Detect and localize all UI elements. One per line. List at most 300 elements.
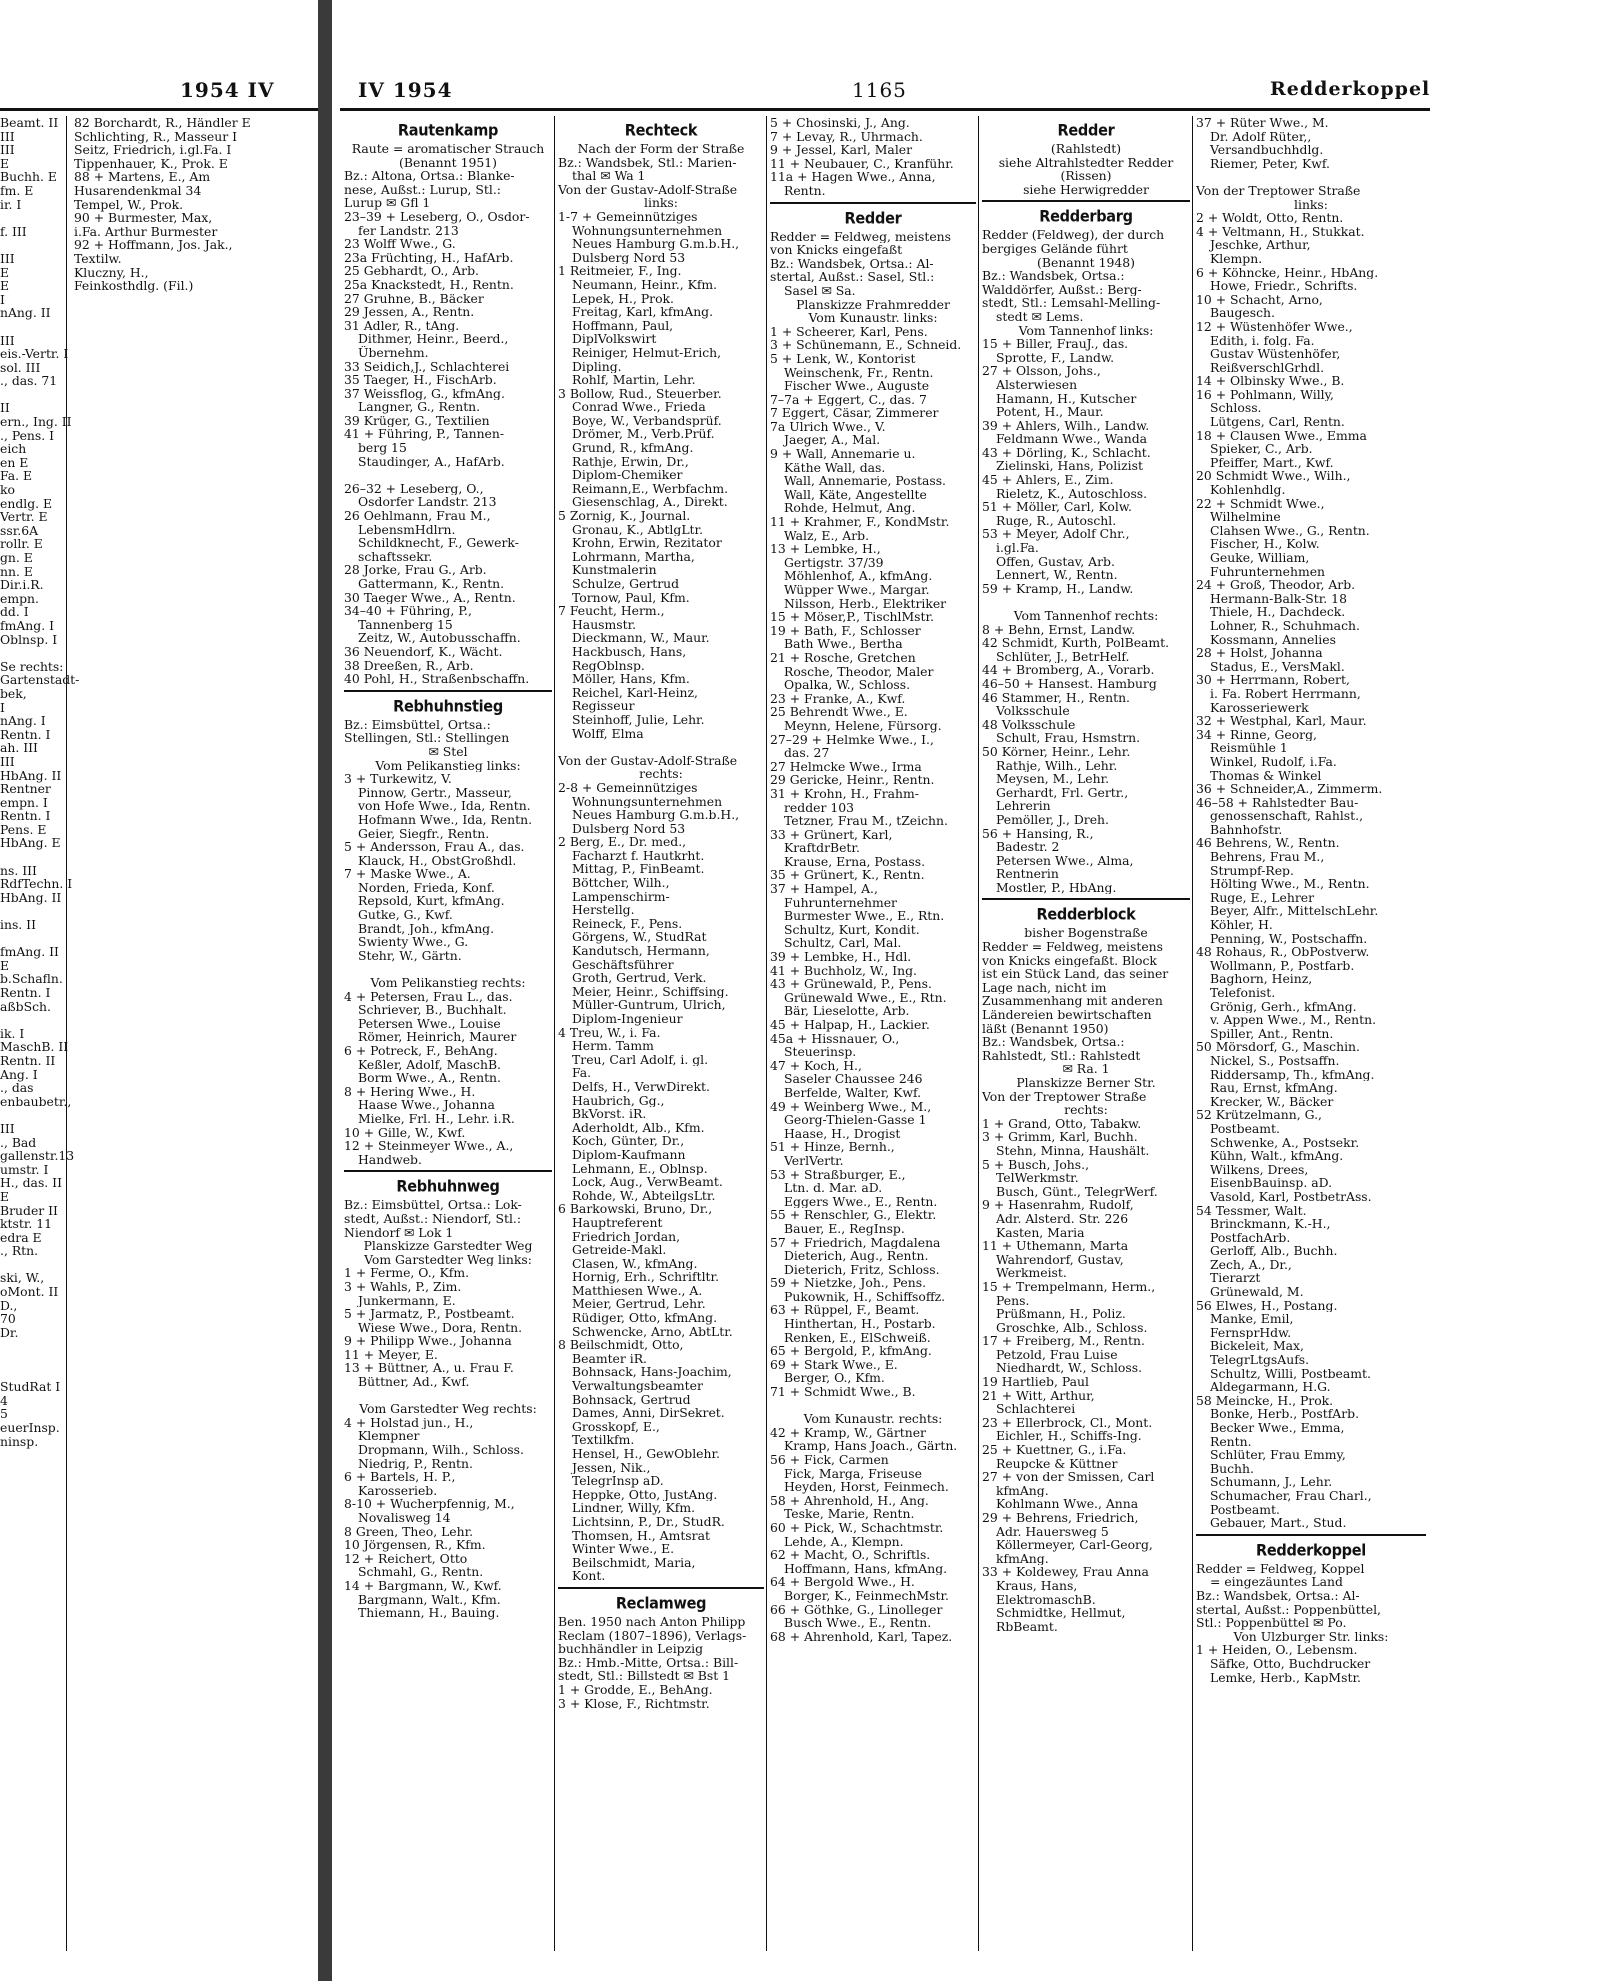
directory-entry: [344, 962, 552, 976]
directory-entry: Karosseriewerk: [1210, 700, 1309, 715]
directory-entry: Vom Garstedter Weg links:: [364, 1252, 532, 1267]
directory-entry: Repsold, Kurt, kfmAng.: [358, 894, 505, 909]
directory-entry: 30 Taeger Wwe., A., Rentn.: [344, 590, 516, 605]
fragment-line: f. III: [0, 223, 27, 239]
directory-entry: 58 Meincke, H., Prok.: [1196, 1393, 1334, 1408]
directory-entry: genossenschaft, Rahlst.,: [1210, 809, 1364, 823]
fragment-line: E: [0, 264, 10, 280]
fragment-line: ktstr. 11: [0, 1216, 53, 1232]
directory-entry: 45 + Ahlers, E., Zim.: [982, 473, 1114, 487]
directory-entry: Dieckmann, W., Maur.: [572, 631, 710, 645]
page-running-head: Redderkoppel: [1270, 78, 1431, 100]
column-rule-4: [1192, 116, 1193, 1951]
directory-entry: Matthiesen Wwe., A.: [572, 1283, 703, 1298]
directory-entry: Tierarzt: [1210, 1271, 1261, 1286]
directory-entry: Pens.: [996, 1293, 1030, 1308]
directory-entry: Becker Wwe., Emma,: [1210, 1421, 1345, 1435]
fragment-line: III: [0, 250, 15, 266]
directory-entry: 9 + Philipp Wwe., Johanna: [344, 1334, 512, 1348]
directory-entry: Rohlf, Martin, Lehr.: [572, 373, 696, 387]
directory-entry: 5 Zornig, K., Journal.: [558, 509, 691, 523]
directory-entry: Bz.: Wandsbek, Ortsa.: Al-: [770, 256, 934, 271]
directory-entry: Grünewald Wwe., E., Rtn.: [784, 990, 947, 1005]
directory-entry: Grünewald, M.: [1210, 1285, 1304, 1299]
fragment-line: b.Schafln.: [0, 971, 63, 987]
directory-entry: Wohnungsunternehmen: [572, 223, 723, 238]
directory-entry: Haubrich, Gg.,: [572, 1093, 665, 1108]
directory-entry: Lehmann, E., Oblnsp.: [572, 1161, 708, 1176]
directory-entry: 65 + Bergold, P., kfmAng.: [770, 1344, 932, 1358]
directory-entry: Conrad Wwe., Frieda: [572, 400, 706, 414]
fragment-line: 5: [0, 1406, 8, 1422]
directory-entry: von Knicks eingefaßt: [770, 243, 903, 257]
directory-entry: 59 + Nietzke, Joh., Pens.: [770, 1276, 927, 1290]
directory-entry: Bz.: Eimsbüttel, Ortsa.: Lok-: [344, 1198, 522, 1212]
directory-entry: Renken, E., ElSchweiß.: [784, 1330, 931, 1345]
directory-entry: TelWerkmstr.: [996, 1171, 1079, 1185]
directory-entry: Büttner, Ad., Kwf.: [358, 1375, 470, 1389]
fragment-line: Fa. E: [0, 468, 33, 484]
directory-entry: 7 Feucht, Herm.,: [558, 604, 665, 618]
directory-entry: 7 + Levay, R., Uhrmach.: [770, 129, 923, 144]
directory-entry: Drömer, M., Verb.Prüf.: [572, 427, 715, 442]
directory-entry: Reclam (1807–1896), Verlags-: [558, 1628, 747, 1643]
directory-entry: Lehrerin: [996, 799, 1051, 813]
directory-entry: Lemke, Herb., KapMstr.: [1210, 1670, 1361, 1685]
fragment-line: Beamt. II: [0, 115, 59, 130]
directory-entry: Schult, Frau, Hsmstrn.: [996, 731, 1141, 745]
section-divider: [558, 1587, 764, 1589]
directory-entry: Rathje, Wilh., Lehr.: [996, 758, 1118, 773]
directory-entry: 13 + Büttner, A., u. Frau F.: [344, 1361, 514, 1376]
directory-entry: 17 + Freiberg, M., Rentn.: [982, 1334, 1145, 1348]
directory-entry: Koch, Günter, Dr.,: [572, 1134, 685, 1148]
right-page-body: [340, 0, 1430, 1981]
fragment-line: III: [0, 332, 15, 348]
directory-entry: Hornig, Erh., Schriftltr.: [572, 1270, 720, 1284]
directory-entry: 28 + Holst, Johanna: [1196, 646, 1323, 660]
directory-entry: LebensmHdlrn.: [358, 522, 456, 537]
directory-entry: Baugesch.: [1210, 306, 1275, 320]
directory-entry: Bauer, E., RegInsp.: [784, 1221, 905, 1236]
directory-entry: 37 Weissflog, G., kfmAng.: [344, 386, 505, 401]
directory-entry: [982, 595, 1190, 609]
directory-entry: 23 Wolff Wwe., G.: [344, 237, 456, 251]
directory-entry: Junkermann, E.: [358, 1293, 456, 1308]
directory-entry: Postbeamt.: [1210, 1502, 1280, 1517]
fragment-line: Gartenstadt-: [0, 672, 80, 688]
directory-entry: stertal, Außst.: Poppenbüttel,: [1196, 1602, 1381, 1617]
directory-entry: 34–40 + Führing, P.,: [344, 604, 472, 618]
directory-entry: Diplom-Chemiker: [572, 468, 683, 482]
directory-entry: Alsterwiesen: [996, 377, 1078, 392]
street-heading: Redderbarg: [1039, 208, 1133, 227]
fragment-line: ., Rtn.: [0, 1243, 39, 1259]
directory-entry: 23–39 + Leseberg, O., Osdor-: [344, 209, 530, 224]
directory-entry: 12 + Steinmeyer Wwe., A.,: [344, 1139, 514, 1153]
directory-entry: Reineck, F., Pens.: [572, 916, 683, 931]
directory-entry: Reismühle 1: [1210, 741, 1288, 755]
directory-entry: Fuhrunternehmen: [1210, 564, 1326, 579]
directory-entry: Wohnungsunternehmen: [572, 794, 723, 809]
directory-entry: Schlachterei: [996, 1402, 1076, 1416]
fragment-line: eich: [0, 441, 27, 457]
directory-entry: Dieterich, Fritz, Schloss.: [784, 1262, 940, 1277]
directory-entry: Kandutsch, Hermann,: [572, 944, 710, 958]
directory-entry: 88 + Martens, E., Am: [74, 169, 211, 185]
directory-entry: Clahsen Wwe., G., Rentn.: [1210, 523, 1370, 538]
directory-entry: Langner, G., Rentn.: [358, 400, 481, 414]
directory-entry: Nach der Form der Straße: [577, 142, 745, 156]
directory-entry: 10 Jörgensen, R., Kfm.: [344, 1538, 486, 1552]
directory-entry: 41 + Buchholz, W., Ing.: [770, 963, 917, 978]
fragment-line: Rentn. I: [0, 985, 51, 1000]
fragment-line: HbAng. II: [0, 889, 62, 905]
directory-entry: 66 + Göthke, G., Linolleger: [770, 1602, 943, 1617]
directory-entry: Neues Hamburg G.m.b.H.,: [572, 808, 740, 822]
street-heading: Rechteck: [624, 122, 698, 140]
directory-entry: Grund, R., kfmAng.: [572, 441, 694, 455]
directory-entry: Regisseur: [572, 699, 635, 713]
directory-entry: 8 + Behn, Ernst, Landw.: [982, 622, 1136, 637]
directory-entry: 27 Helmcke Wwe., Irma: [770, 759, 922, 774]
directory-entry: Schlüter, Frau Emmy,: [1210, 1448, 1346, 1462]
directory-entry: Spiller, Ant., Rentn.: [1210, 1026, 1334, 1041]
directory-entry: 25 Gebhardt, O., Arb.: [344, 264, 479, 278]
directory-entry: 49 + Weinberg Wwe., M.,: [770, 1099, 932, 1114]
directory-entry: Meier, Gertrud, Lehr.: [572, 1297, 706, 1312]
directory-entry: Klempn.: [1210, 251, 1263, 266]
fragment-line: [0, 850, 64, 864]
directory-entry: Lindner, Willy, Kfm.: [572, 1501, 696, 1515]
directory-entry: Heppke, Otto, JustAng.: [572, 1487, 718, 1502]
directory-entry: Kraus, Hans,: [996, 1578, 1078, 1593]
directory-entry: Strumpf-Rep.: [1210, 863, 1294, 878]
fragment-line: H., das. II: [0, 1175, 62, 1191]
right-page: [332, 0, 1600, 1981]
directory-entry: Kasten, Maria: [996, 1225, 1085, 1240]
directory-entry: 27–29 + Helmke Wwe., I.,: [770, 732, 934, 747]
directory-entry: Bickeleit, Max,: [1210, 1339, 1304, 1354]
directory-entry: Telefonist.: [1210, 986, 1276, 1000]
fragment-line: ns. III: [0, 862, 37, 878]
directory-entry: 25a Knackstedt, H., Rentn.: [344, 277, 514, 292]
directory-entry: Treu, Carl Adolf, i. gl.: [572, 1052, 709, 1067]
directory-entry: 53 + Meyer, Adolf Chr.,: [982, 527, 1130, 542]
directory-entry: Wiese Wwe., Dora, Rentn.: [358, 1320, 523, 1335]
directory-entry: 56 + Fick, Carmen: [770, 1453, 889, 1467]
fragment-line: [0, 1339, 64, 1353]
directory-entry: Hoffmann, Paul,: [572, 318, 674, 333]
directory-entry: 42 Schmidt, Kurth, PolBeamt.: [982, 636, 1170, 650]
directory-entry: Kont.: [572, 1569, 606, 1583]
directory-entry: Berger, O., Kfm.: [784, 1371, 885, 1386]
directory-entry: Tempel, W., Prok.: [74, 196, 184, 212]
directory-entry: 43 + Grünewald, P., Pens.: [770, 977, 932, 991]
directory-entry: Groth, Gertrud, Verk.: [572, 971, 707, 985]
directory-entry: 16 + Pohlmann, Willy,: [1196, 387, 1334, 402]
directory-entry: Bz.: Wandsbek, Ortsa.:: [982, 269, 1125, 283]
directory-entry: Krause, Erna, Postass.: [784, 854, 926, 869]
directory-entry: Von Ulzburger Str. links:: [1233, 1629, 1389, 1644]
directory-entry: 36 Neuendorf, K., Wächt.: [344, 644, 503, 659]
directory-entry: Dr. Adolf Rüter,,: [1210, 129, 1312, 144]
fragment-line: aßbSch.: [0, 998, 51, 1014]
column-3: [770, 116, 976, 1951]
directory-entry: 11 + Neubauer, C., Kranführ.: [770, 156, 954, 171]
directory-entry: läßt (Benannt 1950): [982, 1021, 1109, 1036]
directory-entry: 52 Krützelmann, G.,: [1196, 1108, 1322, 1122]
directory-entry: Volksschule: [996, 704, 1070, 718]
section-divider: [982, 898, 1190, 900]
directory-entry: 4 Treu, W., i. Fa.: [558, 1025, 661, 1040]
fragment-line: [0, 1353, 64, 1367]
street-heading: Redderblock: [1036, 906, 1136, 925]
directory-entry: Fischer Wwe., Auguste: [784, 379, 930, 393]
fragment-line: Ang. I: [0, 1066, 38, 1082]
directory-entry: 82 Borchardt, R., Händler E: [74, 116, 251, 130]
directory-entry: Wilkens, Drees,: [1210, 1162, 1309, 1177]
page-number: 1165: [852, 78, 907, 102]
directory-entry: 1 Reitmeier, F., Ing.: [558, 264, 682, 278]
fragment-line: umstr. I: [0, 1161, 49, 1177]
directory-entry: Beyer, Alfr., MittelschLehr.: [1210, 904, 1379, 919]
directory-entry: stedt ✉ Lems.: [996, 309, 1084, 324]
fragment-line: [0, 388, 64, 402]
directory-entry: 37 + Hampel, A.,: [770, 882, 878, 896]
directory-entry: Wall, Käte, Angestellte: [784, 487, 927, 502]
fragment-line: enbaubetr.,: [0, 1093, 72, 1109]
directory-entry: Bär, Lieselotte, Arb.: [784, 1004, 910, 1018]
fragment-line: [0, 211, 64, 225]
fragment-line: ah. III: [0, 740, 38, 756]
directory-entry: Pinnow, Gertr., Masseur,: [358, 785, 512, 800]
directory-entry: Hamann, H., Kutscher: [996, 391, 1137, 406]
directory-entry: 5 + Chosinski, J., Ang.: [770, 116, 910, 130]
fragment-line: Bruder II: [0, 1202, 58, 1218]
directory-entry: 2-8 + Gemeinnütziges: [558, 780, 698, 795]
directory-entry: Säfke, Otto, Buchdrucker: [1210, 1656, 1371, 1671]
directory-entry: [558, 740, 764, 754]
column-rule-1: [554, 116, 555, 1951]
directory-entry: Schlichting, R., Masseur I: [74, 128, 237, 144]
fragment-line: [0, 1367, 64, 1381]
directory-entry: Tornow, Paul, Kfm.: [572, 590, 690, 605]
directory-entry: Möhlenhof, A., kfmAng.: [784, 569, 933, 583]
directory-entry: Eggers Wwe., E., Rentn.: [784, 1194, 938, 1209]
directory-entry: 51 + Möller, Carl, Kolw.: [982, 500, 1132, 514]
directory-entry: RbBeamt.: [996, 1619, 1058, 1634]
directory-entry: 23a Früchting, H., HafArb.: [344, 250, 514, 265]
directory-entry: Opalka, W., Schloss.: [784, 678, 911, 692]
directory-entry: Reimann,E., Werbfachm.: [572, 481, 729, 496]
directory-entry: ist ein Stück Land, das seiner: [982, 967, 1169, 981]
directory-entry: Winkel, Rudolf, i.Fa.: [1210, 754, 1337, 769]
directory-entry: 29 + Behrens, Friedrich,: [982, 1511, 1139, 1525]
fragment-line: 70: [0, 1311, 16, 1327]
directory-entry: Reupcke & Küttner: [996, 1456, 1118, 1471]
directory-entry: Nilsson, Herb., Elektriker: [784, 596, 947, 611]
fragment-line: sol. III: [0, 359, 41, 375]
directory-entry: Gertigstr. 37/39: [784, 555, 884, 570]
fragment-line: D.,: [0, 1297, 18, 1313]
directory-entry: Planskizze Berner Str.: [1016, 1076, 1156, 1090]
directory-entry: Ben. 1950 nach Anton Philipp: [558, 1614, 746, 1629]
directory-entry: 44 + Bromberg, A., Vorarb.: [982, 663, 1155, 677]
directory-entry: Offen, Gustav, Arb.: [996, 554, 1115, 569]
directory-entry: 11a + Hagen Wwe., Anna,: [770, 170, 936, 184]
directory-entry: 15 + Trempelmann, Herm.,: [982, 1279, 1156, 1294]
directory-entry: Steuerinsp.: [784, 1045, 857, 1059]
fragment-line: Oblnsp. I: [0, 631, 58, 647]
fragment-line: ik. I: [0, 1025, 25, 1041]
left-entries-column: [74, 116, 321, 1951]
directory-entry: Norden, Frieda, Konf.: [358, 880, 495, 895]
directory-entry: Vom Tannenhof links:: [1018, 323, 1154, 338]
directory-entry: Hoffmann, Hans, kfmAng.: [784, 1561, 948, 1576]
directory-entry: rechts:: [639, 767, 683, 781]
fragment-line: III: [0, 1120, 15, 1136]
directory-entry: 45 + Halpap, H., Lackier.: [770, 1018, 930, 1032]
directory-entry: Friedrich Jordan,: [572, 1229, 681, 1244]
directory-entry: von Knicks eingefaßt. Block: [982, 953, 1157, 968]
directory-entry: Böttcher, Wilh.,: [572, 876, 670, 890]
fragment-line: Buchh. E: [0, 169, 57, 185]
directory-entry: 12 + Wüstenhöfer Wwe.,: [1196, 319, 1353, 334]
directory-entry: 42 + Kramp, W., Gärtner: [770, 1425, 926, 1440]
directory-entry: Raute = aromatischer Strauch: [351, 142, 545, 156]
directory-entry: Görgens, W., StudRat: [572, 930, 707, 945]
directory-entry: Vom Kunaustr. rechts:: [803, 1412, 943, 1426]
directory-entry: Vom Kunaustr. links:: [808, 311, 938, 325]
directory-entry: 46–50 + Hansest. Hamburg: [982, 676, 1157, 691]
directory-entry: 4 + Holstad jun., H.,: [344, 1415, 474, 1430]
directory-entry: 3 + Schünemann, E., Schneid.: [770, 338, 962, 352]
directory-entry: 41 + Führing, P., Tannen-: [344, 427, 505, 442]
directory-entry: 8-10 + Wucherpfennig, M.,: [344, 1497, 515, 1511]
directory-entry: 9 + Wall, Annemarie u.: [770, 447, 916, 461]
directory-entry: 50 Mörsdorf, G., Maschin.: [1196, 1040, 1360, 1054]
directory-entry: Haase, H., Drogist: [784, 1126, 901, 1141]
directory-entry: Stadus, E., VersMakl.: [1210, 659, 1345, 674]
directory-entry: ElektromaschB.: [996, 1592, 1096, 1607]
directory-entry: 38 Dreeßen, R., Arb.: [344, 658, 474, 673]
directory-entry: rechts:: [1064, 1103, 1108, 1117]
directory-entry: Rohde, W., AbteilgsLtr.: [572, 1188, 716, 1203]
fragment-line: Dr.: [0, 1324, 19, 1340]
directory-entry: KraftdrBetr.: [784, 841, 860, 855]
fragment-line: [0, 238, 64, 252]
directory-entry: Rahlstedt, Stl.: Rahlstedt: [982, 1048, 1141, 1063]
street-heading: Reclamweg: [615, 1595, 707, 1613]
directory-entry: Manke, Emil,: [1210, 1312, 1294, 1326]
section-divider: [982, 200, 1190, 202]
directory-entry: 1 + Grand, Otto, Tabakw.: [982, 1116, 1142, 1131]
fragment-line: nn. E: [0, 563, 33, 579]
directory-entry: 6 + Bartels, H. P.,: [344, 1470, 456, 1484]
directory-entry: 9 + Jessel, Karl, Maler: [770, 143, 913, 157]
directory-entry: 1 + Grodde, E., BehAng.: [558, 1682, 713, 1697]
directory-entry: Meysen, M., Lehr.: [996, 772, 1110, 786]
directory-entry: 3 + Grimm, Karl, Buchh.: [982, 1130, 1138, 1144]
directory-entry: siehe Herwigredder: [1023, 182, 1149, 197]
directory-entry: Seitz, Friedrich, i.gl.Fa. I: [74, 142, 232, 158]
directory-entry: Mostler, P., HbAng.: [996, 880, 1117, 895]
directory-entry: Fa.: [572, 1066, 592, 1080]
directory-entry: 39 + Ahlers, Wilh., Landw.: [982, 418, 1150, 433]
directory-entry: 46–58 + Rahlstedter Bau-: [1196, 795, 1359, 810]
directory-entry: Bargmann, Walt., Kfm.: [358, 1592, 501, 1607]
fragment-line: ski, W.,: [0, 1270, 45, 1286]
directory-entry: TelegrLtgsAufs.: [1210, 1353, 1310, 1367]
directory-entry: ✉ Ra. 1: [1062, 1062, 1110, 1076]
directory-entry: 22 + Schmidt Wwe.,: [1196, 496, 1325, 511]
directory-entry: Rentn.: [784, 183, 826, 198]
directory-entry: 48 Volksschule: [982, 717, 1076, 732]
directory-entry: EisenbBauinsp. aD.: [1210, 1176, 1333, 1190]
fragment-line: III: [0, 753, 15, 769]
fragment-line: en E: [0, 454, 29, 470]
fragment-line: StudRat I: [0, 1379, 61, 1395]
directory-entry: Petersen Wwe., Alma,: [996, 853, 1134, 868]
fragment-line: endlg. E: [0, 495, 53, 511]
directory-entry: Lohner, R., Schuhmach.: [1210, 618, 1360, 633]
directory-entry: Zeitz, W., Autobusschaffn.: [358, 631, 521, 645]
directory-entry: 13 + Lembke, H.,: [770, 542, 881, 556]
directory-entry: Gebauer, Mart., Stud.: [1210, 1516, 1347, 1530]
directory-entry: Feinkosthdlg. (Fil.): [74, 278, 194, 294]
fragment-line: E: [0, 155, 10, 171]
directory-entry: Edith, i. folg. Fa.: [1210, 333, 1315, 348]
fragment-line: [0, 1108, 64, 1122]
directory-entry: 51 + Hinze, Bernh.,: [770, 1140, 895, 1154]
directory-entry: (Rahlstedt): [1050, 142, 1122, 156]
directory-entry: kfmAng.: [996, 1483, 1049, 1498]
directory-entry: [344, 468, 552, 482]
directory-entry: Thiele, H., Dachdeck.: [1210, 605, 1346, 619]
directory-entry: Wall, Annemarie, Postass.: [784, 474, 946, 488]
directory-entry: Planskizze Frahmredder: [796, 297, 950, 312]
section-divider: [770, 202, 976, 204]
directory-entry: Penning, W., Postschaffn.: [1210, 931, 1368, 946]
directory-entry: Gronau, K., AbtlgLtr.: [572, 522, 704, 537]
directory-entry: Zusammenhang mit anderen: [982, 994, 1163, 1009]
directory-entry: 29 Gericke, Heinr., Rentn.: [770, 773, 935, 787]
directory-entry: 47 + Koch, H.,: [770, 1058, 862, 1073]
directory-entry: 10 + Gille, W., Kwf.: [344, 1125, 466, 1140]
directory-entry: 1-7 + Gemeinnütziges: [558, 209, 698, 224]
fragment-line: fmAng. I: [0, 617, 54, 633]
directory-entry: Von der Gustav-Adolf-Straße: [558, 182, 738, 197]
directory-entry: Fischer, H., Kolw.: [1210, 537, 1320, 551]
directory-entry: 12 + Reichert, Otto: [344, 1551, 468, 1566]
directory-entry: Kunstmalerin: [572, 563, 657, 577]
fragment-line: empn.: [0, 590, 39, 606]
directory-entry: Stehr, W., Gärtn.: [358, 948, 462, 963]
fragment-line: ., das: [0, 1080, 34, 1096]
fragment-line: Se rechts:: [0, 658, 64, 674]
directory-entry: Jessen, Nik.,: [572, 1460, 651, 1475]
directory-entry: Dipling.: [572, 359, 622, 374]
directory-entry: 11 + Uthemann, Marta: [982, 1239, 1129, 1253]
fragment-line: euerInsp.: [0, 1420, 60, 1435]
directory-entry: 27 Gruhne, B., Bäcker: [344, 291, 484, 306]
directory-entry: Berfelde, Walter, Kwf.: [784, 1085, 922, 1100]
directory-entry: Borm Wwe., A., Rentn.: [358, 1071, 501, 1085]
directory-entry: das. 27: [784, 746, 830, 760]
directory-entry: VerlVertr.: [784, 1153, 844, 1168]
directory-entry: Redder = Feldweg, Koppel: [1196, 1561, 1365, 1576]
